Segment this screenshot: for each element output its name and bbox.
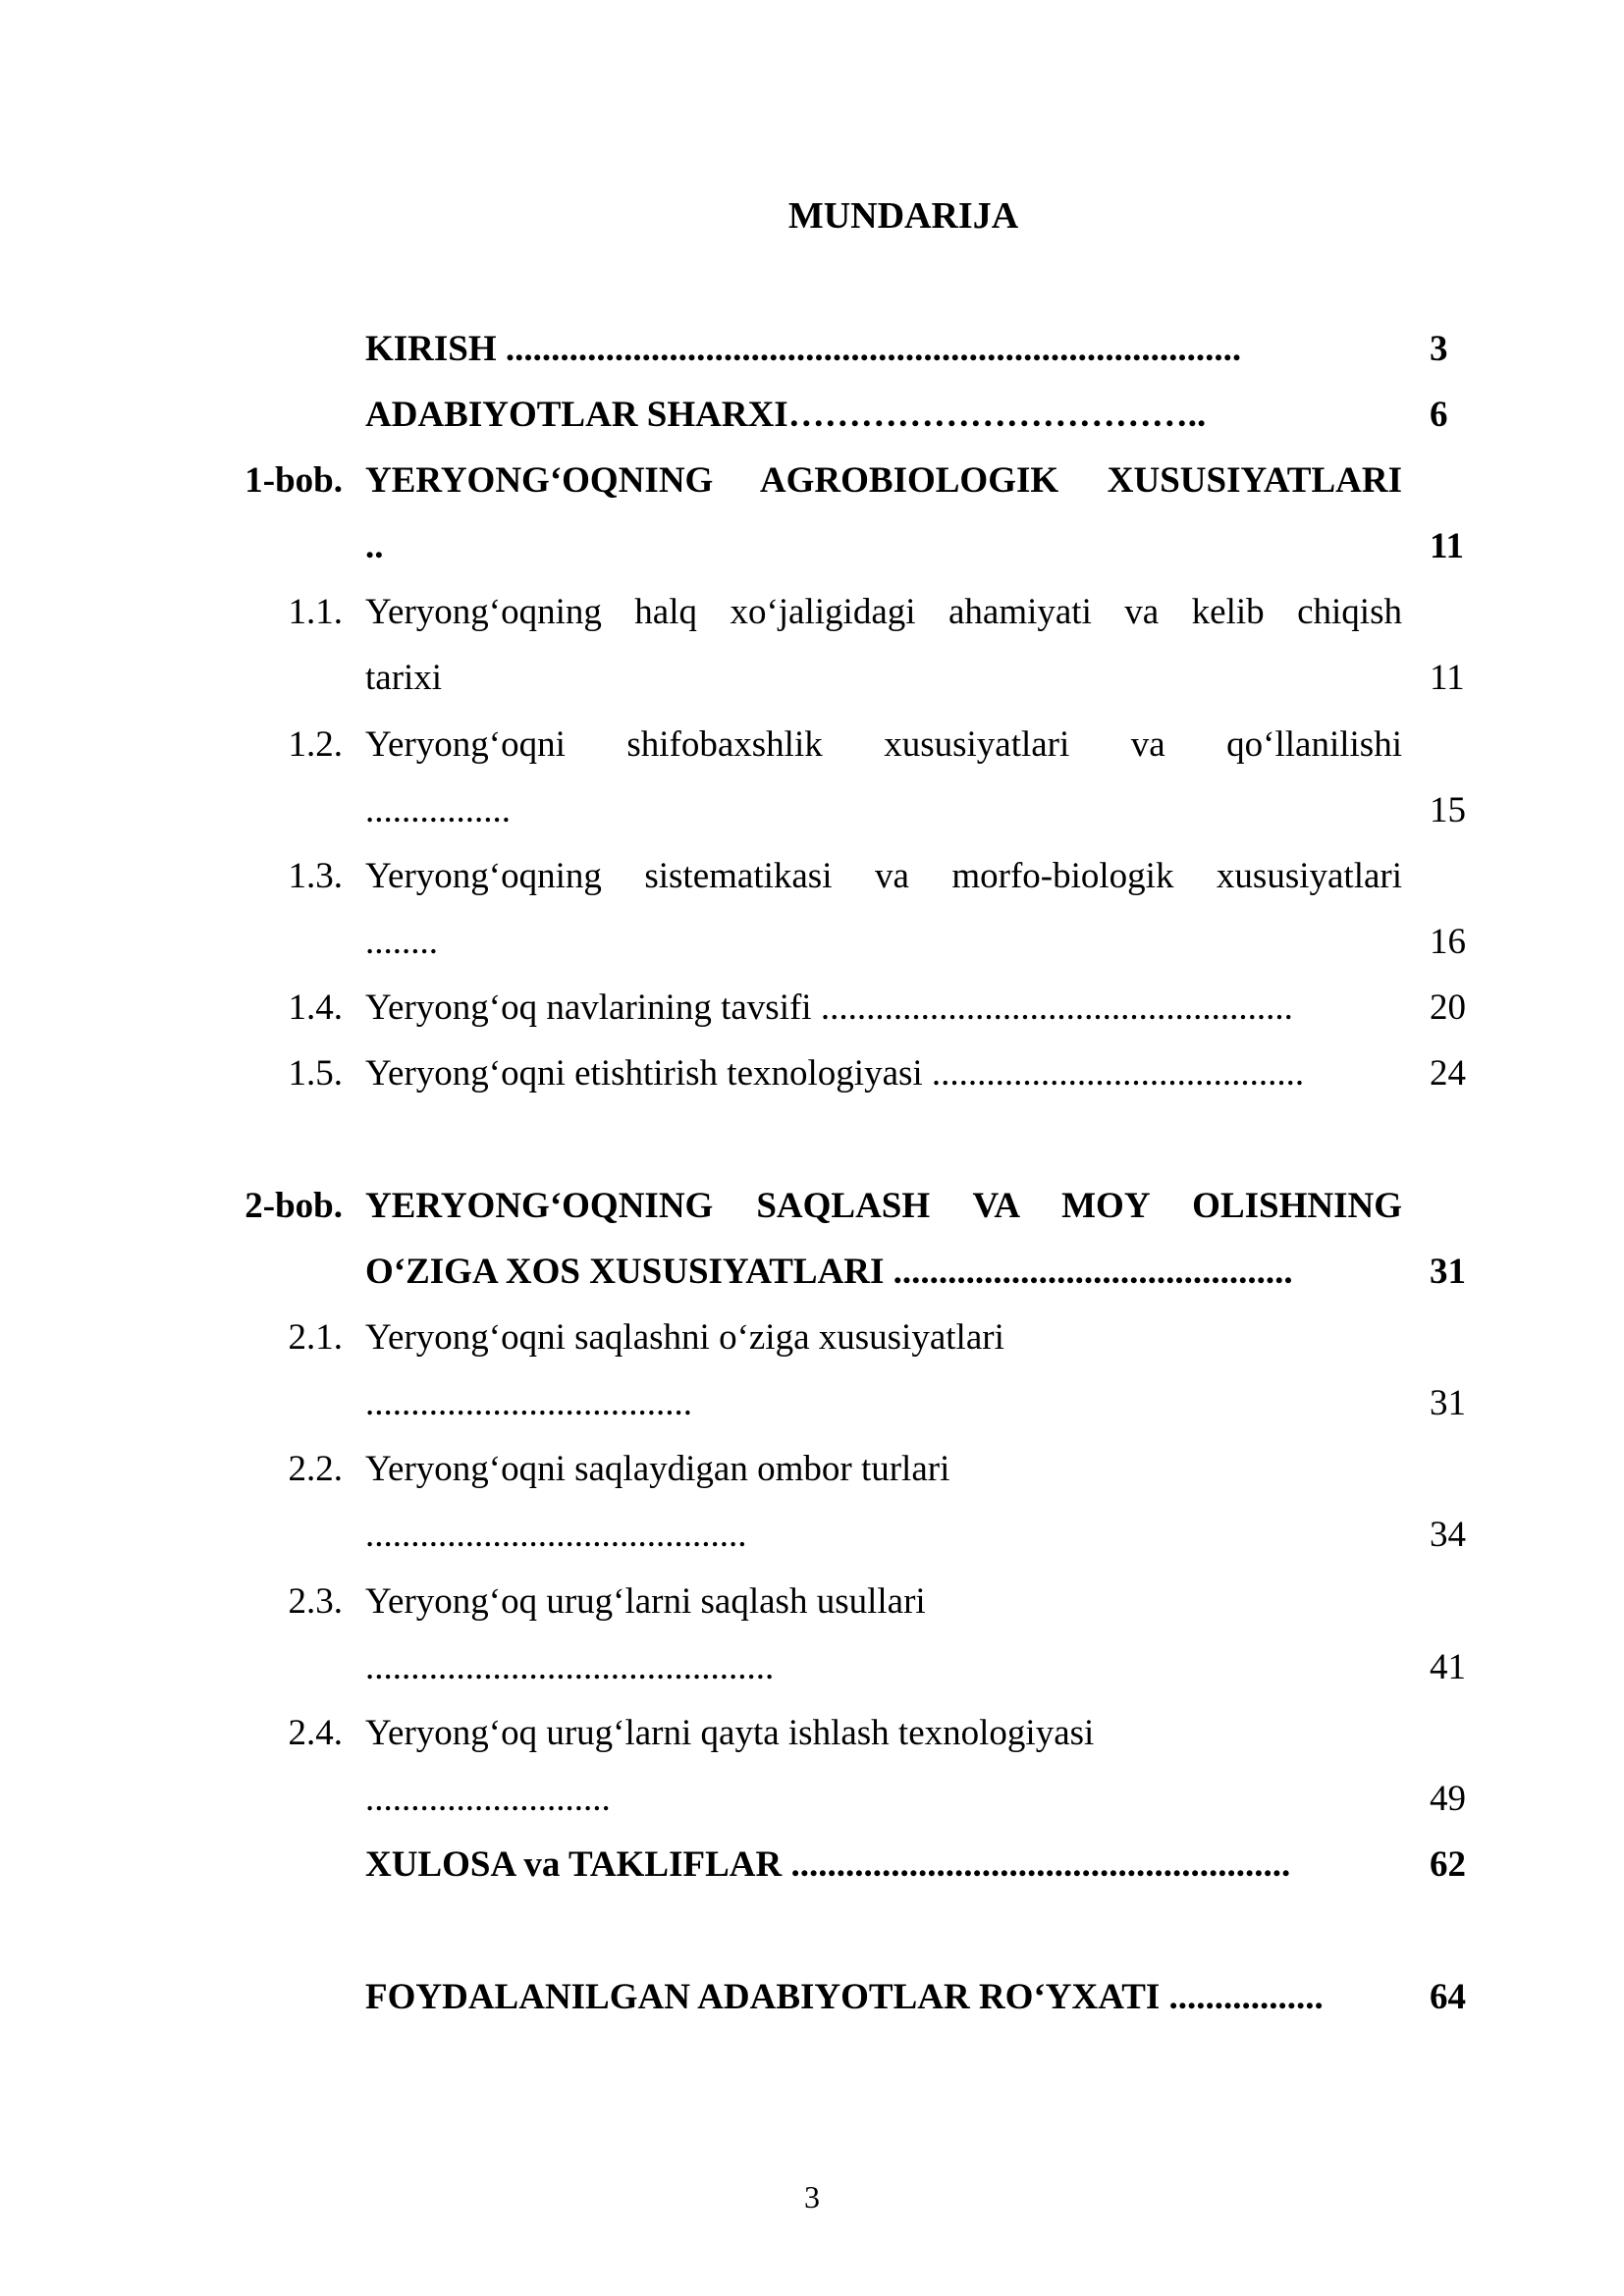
toc-entry-text: Yeryong‘oq urug‘larni saqlash usullari <box>365 1581 926 1622</box>
toc-entry-text: FOYDALANILGAN ADABIYOTLAR RO‘YXATI ................. <box>365 1977 1324 2017</box>
toc-entry-number: 2.2. <box>288 1449 343 1489</box>
toc-page-number: 11 <box>1430 658 1465 698</box>
toc-page-number: 62 <box>1430 1844 1466 1885</box>
toc-page-number: 16 <box>1430 922 1466 962</box>
toc-entry-number: 1.1. <box>288 592 343 632</box>
toc-entry-text: ADABIYOTLAR SHARXI…………………………….. <box>365 395 1207 435</box>
toc-entry-number: 1.4. <box>288 988 343 1028</box>
toc-section-1-3-continuation <box>0 909 1624 976</box>
toc-section-1-3 <box>0 843 1624 910</box>
toc-section-2-1 <box>0 1305 1624 1371</box>
toc-chapter-2-continuation <box>0 1239 1624 1306</box>
toc-page-number: 34 <box>1430 1515 1466 1555</box>
toc-entry-leader: ........ <box>365 922 438 962</box>
toc-entry-text: YERYONG‘OQNING SAQLASH VA MOY OLISHNING <box>365 1186 1402 1226</box>
toc-entry-text: O‘ZIGA XOS XUSUSIYATLARI ............................................ <box>365 1252 1293 1292</box>
toc-entry-xulosa <box>0 1832 1624 1898</box>
toc-section-2-4 <box>0 1700 1624 1767</box>
toc-entry-text: tarixi <box>365 658 443 698</box>
toc-entry-leader: ........................... <box>365 1779 611 1819</box>
toc-page-number: 31 <box>1430 1383 1466 1423</box>
toc-page-number: 15 <box>1430 790 1466 830</box>
toc-entry-text: Yeryong‘oqni shifobaxshlik xususiyatlari va qo‘llanilishi <box>365 724 1402 765</box>
toc-entry-leader: .................................... <box>365 1383 692 1423</box>
toc-page-number: 49 <box>1430 1779 1466 1819</box>
toc-entry-text: YERYONG‘OQNING AGROBIOLOGIK XUSUSIYATLARI <box>365 460 1402 501</box>
toc-section-2-2 <box>0 1436 1624 1503</box>
toc-entry-adabiyotlar <box>0 382 1624 449</box>
toc-entry-text: Yeryong‘oqni saqlaydigan ombor turlari <box>365 1449 950 1489</box>
toc-chapter-1-continuation <box>0 513 1624 580</box>
toc-entry-text: Yeryong‘oqni saqlashni o‘ziga xususiyatlari <box>365 1317 1004 1358</box>
toc-entry-number: 1.2. <box>288 724 343 765</box>
toc-page-number: 64 <box>1430 1977 1466 2017</box>
toc-entry-references <box>0 1964 1624 2031</box>
toc-section-1-1-continuation <box>0 645 1624 712</box>
toc-section-2-2-continuation <box>0 1502 1624 1569</box>
toc-section-2-3-continuation <box>0 1634 1624 1701</box>
toc-entry-number: 2.4. <box>288 1713 343 1753</box>
toc-page-number: 3 <box>1430 329 1448 369</box>
toc-page-number: 11 <box>1430 526 1464 566</box>
toc-entry-number: 2.1. <box>288 1317 343 1358</box>
toc-page-number: 41 <box>1430 1647 1466 1687</box>
toc-section-2-3 <box>0 1569 1624 1635</box>
toc-page-number: 6 <box>1430 395 1448 435</box>
toc-entry-number: 1-bob. <box>244 460 343 501</box>
toc-entry-number: 1.3. <box>288 856 343 896</box>
toc-entry-text: Yeryong‘oq urug‘larni qayta ishlash texnologiyasi <box>365 1713 1095 1753</box>
toc-entry-kirish <box>0 316 1624 383</box>
toc-entry-number: 2.3. <box>288 1581 343 1622</box>
toc-entry-leader: .. <box>365 526 384 566</box>
toc-entry-text: Yeryong‘oqning halq xo‘jaligidagi ahamiyati va kelib chiqish <box>365 592 1402 632</box>
toc-entry-text: XULOSA va TAKLIFLAR ....................................................... <box>365 1844 1291 1885</box>
toc-page-number: 31 <box>1430 1252 1466 1292</box>
toc-page-number: 24 <box>1430 1053 1466 1094</box>
toc-section-2-1-continuation <box>0 1370 1624 1437</box>
toc-entry-leader: ............................................. <box>365 1647 775 1687</box>
toc-entry-text: KIRISH ................................................................................. <box>365 329 1242 369</box>
toc-section-1-5 <box>0 1041 1624 1107</box>
toc-section-1-4 <box>0 975 1624 1041</box>
toc-entry-text: Yeryong‘oqning sistematikasi va morfo-biologik xususiyatlari <box>365 856 1402 896</box>
toc-entry-leader: ................ <box>365 790 511 830</box>
toc-section-2-4-continuation <box>0 1766 1624 1833</box>
toc-entry-text: Yeryong‘oqni etishtirish texnologiyasi ......................................... <box>365 1053 1305 1094</box>
toc-section-1-2 <box>0 712 1624 778</box>
toc-entry-number: 1.5. <box>288 1053 343 1094</box>
toc-chapter-1 <box>0 448 1624 514</box>
toc-section-1-2-continuation <box>0 777 1624 844</box>
toc-section-1-1 <box>0 579 1624 646</box>
toc-entry-leader: .......................................... <box>365 1515 747 1555</box>
toc-entry-text: Yeryong‘oq navlarining tavsifi .................................................... <box>365 988 1293 1028</box>
toc-entry-number: 2-bob. <box>244 1186 343 1226</box>
footer-page-number: 3 <box>804 2179 820 2215</box>
toc-chapter-2 <box>0 1173 1624 1240</box>
page-title: MUNDARIJA <box>787 195 1019 237</box>
toc-page-number: 20 <box>1430 988 1466 1028</box>
